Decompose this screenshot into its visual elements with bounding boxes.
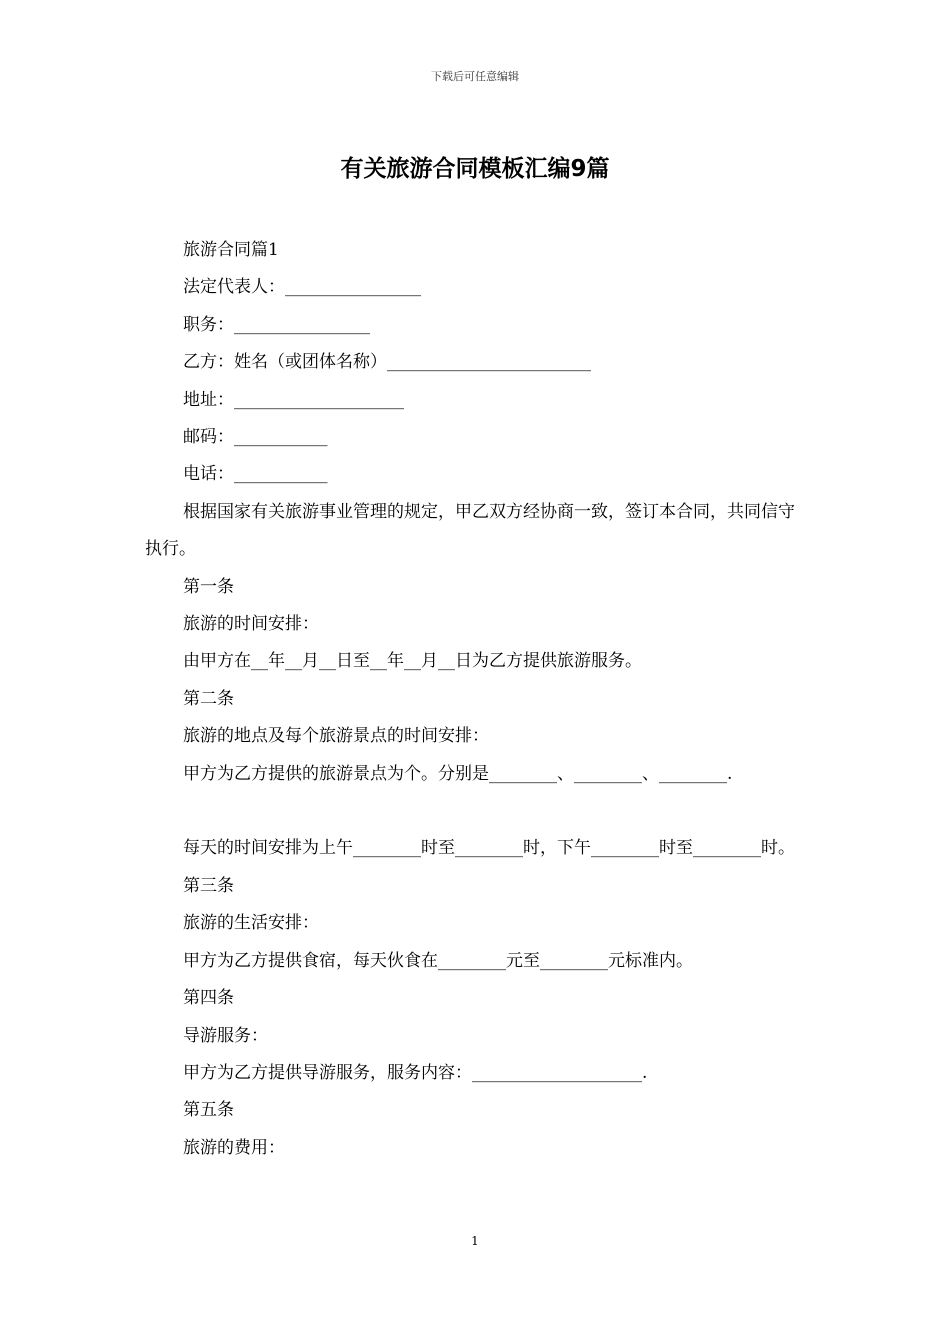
paragraph: 导游服务： bbox=[183, 1025, 268, 1046]
document-body bbox=[145, 232, 810, 1167]
paragraph: 第一条 bbox=[183, 576, 234, 597]
paragraph: 旅游的费用： bbox=[183, 1137, 285, 1158]
page-number: 1 bbox=[471, 1234, 479, 1248]
paragraph: 每天的时间安排为上午________时至________时，下午________时至________时。 bbox=[183, 838, 795, 859]
paragraph: 第三条 bbox=[183, 875, 234, 896]
paragraph: 邮码：___________ bbox=[183, 427, 328, 448]
paragraph: 职务：________________ bbox=[183, 314, 370, 335]
paragraph: 由甲方在__年__月__日至__年__月__日为乙方提供旅游服务。 bbox=[183, 651, 642, 672]
paragraph: 旅游的地点及每个旅游景点的时间安排： bbox=[183, 726, 489, 747]
paragraph: 甲方为乙方提供导游服务，服务内容：____________________. bbox=[183, 1062, 648, 1083]
paragraph: 第四条 bbox=[183, 988, 234, 1009]
paragraph: 甲方为乙方提供食宿，每天伙食在________元至________元标准内。 bbox=[183, 950, 693, 971]
paragraph: 法定代表人：________________ bbox=[183, 277, 421, 298]
paragraph: 第五条 bbox=[183, 1100, 234, 1121]
paragraph: 旅游的生活安排： bbox=[183, 913, 319, 934]
paragraph: 旅游的时间安排： bbox=[183, 614, 319, 635]
paragraph: 根据国家有关旅游事业管理的规定，甲乙双方经协商一致，签订本合同，共同信守执行。 bbox=[145, 501, 795, 560]
paragraph: 甲方为乙方提供的旅游景点为个。分别是________、________、________. bbox=[183, 763, 733, 784]
paragraph: 旅游合同篇1 bbox=[183, 240, 279, 260]
document-title: 有关旅游合同模板汇编9篇 bbox=[340, 156, 610, 182]
header-note: 下载后可任意编辑 bbox=[431, 70, 519, 83]
paragraph: 乙方：姓名（或团体名称）________________________ bbox=[183, 352, 591, 373]
paragraph: 第二条 bbox=[183, 688, 234, 709]
blank-line bbox=[145, 793, 810, 830]
paragraph: 地址：____________________ bbox=[183, 389, 404, 410]
paragraph: 电话：___________ bbox=[183, 464, 328, 485]
